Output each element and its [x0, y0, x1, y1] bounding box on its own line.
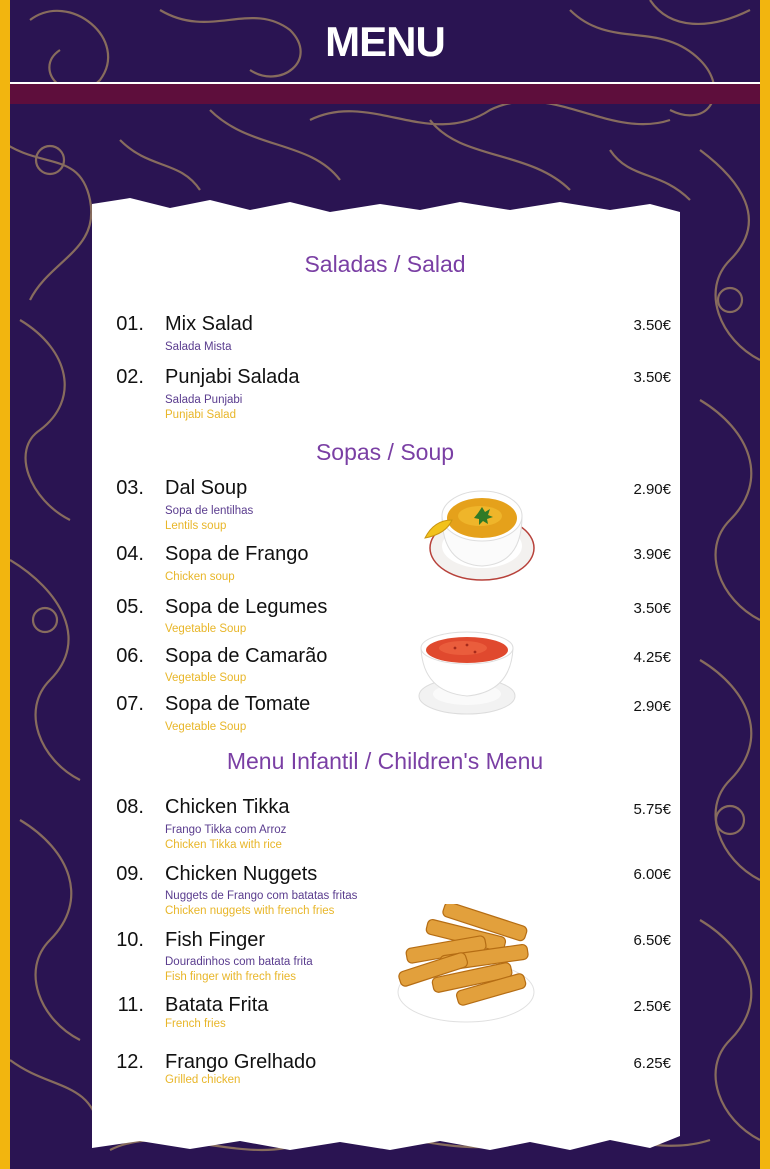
item-price: 3.50€: [633, 317, 671, 334]
fish-fingers-plate-image: [396, 904, 540, 1026]
item-price: 2.50€: [633, 998, 671, 1015]
item-price: 6.00€: [633, 866, 671, 883]
item-subtitle-en: Grilled chicken: [165, 1074, 241, 1086]
item-price: 3.50€: [633, 369, 671, 386]
item-number: 11.: [117, 994, 144, 1016]
item-name: Mix Salad: [165, 313, 253, 335]
item-subtitle-pt: Sopa de lentilhas: [165, 505, 254, 517]
item-number: 02.: [116, 366, 144, 388]
item-name: Chicken Nuggets: [165, 863, 318, 885]
item-subtitle-pt: Frango Tikka com Arroz: [165, 824, 287, 836]
item-subtitle-en: Vegetable Soup: [165, 721, 247, 733]
item-subtitle-en: Lentils soup: [165, 520, 227, 532]
dal-soup-bowl-image: [420, 480, 540, 586]
section-title-children: Menu Infantil / Children's Menu: [226, 748, 544, 774]
item-price: 6.25€: [633, 1055, 671, 1072]
item-name: Sopa de Legumes: [165, 596, 328, 618]
item-name: Batata Frita: [165, 994, 269, 1016]
item-name: Chicken Tikka: [165, 796, 290, 818]
item-number: 12.: [116, 1051, 144, 1073]
item-number: 07.: [116, 693, 144, 715]
item-number: 08.: [116, 796, 144, 818]
item-subtitle-en: Vegetable Soup: [165, 672, 247, 684]
item-subtitle-pt: Douradinhos com batata frita: [165, 956, 313, 968]
item-subtitle-pt: Salada Mista: [165, 341, 232, 353]
item-price: 3.50€: [633, 600, 671, 617]
item-number: 10.: [116, 929, 144, 951]
item-name: Dal Soup: [165, 477, 248, 499]
item-price: 6.50€: [633, 932, 671, 949]
item-subtitle-en: Chicken nuggets with french fries: [165, 905, 335, 917]
item-subtitle-pt: Salada Punjabi: [165, 394, 243, 406]
item-name: Sopa de Camarão: [165, 645, 328, 667]
item-price: 5.75€: [633, 801, 671, 818]
section-title-salad: Saladas / Salad: [304, 251, 466, 277]
item-subtitle-en: Chicken soup: [165, 571, 235, 583]
tomato-soup-bowl-image: [415, 626, 519, 718]
item-name: Frango Grelhado: [165, 1051, 317, 1073]
item-name: Sopa de Frango: [165, 543, 309, 565]
item-subtitle-en: Vegetable Soup: [165, 623, 247, 635]
item-subtitle-en: Punjabi Salad: [165, 409, 236, 421]
item-number: 05.: [116, 596, 144, 618]
item-price: 4.25€: [633, 649, 671, 666]
item-number: 01.: [116, 313, 144, 335]
item-number: 03.: [116, 477, 144, 499]
item-number: 04.: [116, 543, 144, 565]
item-subtitle-en: Fish finger with frech fries: [165, 971, 297, 983]
item-name: Fish Finger: [165, 929, 266, 951]
item-price: 2.90€: [633, 481, 671, 498]
item-price: 3.90€: [633, 546, 671, 563]
menu-title: MENU: [325, 17, 445, 65]
item-subtitle-en: Chicken Tikka with rice: [165, 839, 282, 851]
item-price: 2.90€: [633, 698, 671, 715]
section-title-soup: Sopas / Soup: [315, 439, 455, 465]
header-band: [10, 84, 760, 104]
item-subtitle-en: French fries: [165, 1018, 226, 1030]
item-name: Sopa de Tomate: [165, 693, 311, 715]
item-name: Punjabi Salada: [165, 366, 300, 388]
item-number: 06.: [116, 645, 144, 667]
item-number: 09.: [116, 863, 144, 885]
item-subtitle-pt: Nuggets de Frango com batatas fritas: [165, 890, 358, 902]
